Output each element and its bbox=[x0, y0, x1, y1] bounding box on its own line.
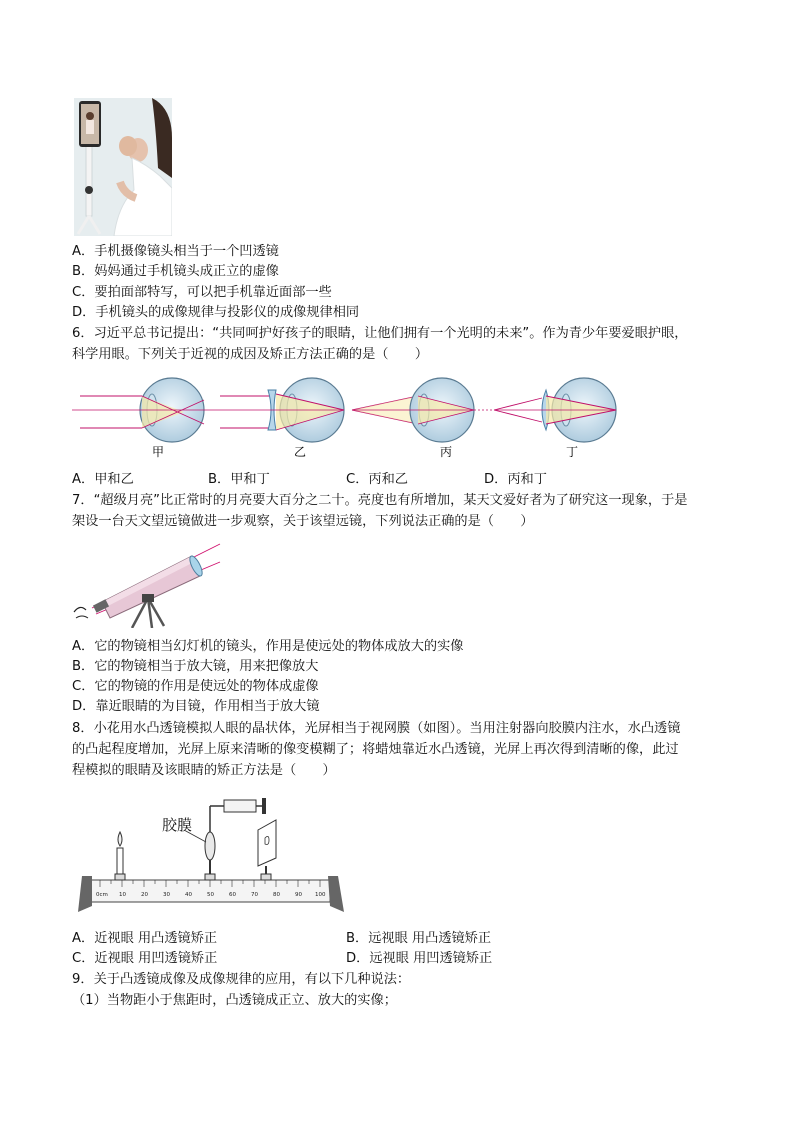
q7-option-c: C．它的物镜的作用是使远处的物体成虚像 bbox=[72, 679, 319, 694]
q8-stem-line3: 程模拟的眼睛及该眼睛的矫正方法是（ ） bbox=[72, 763, 336, 778]
ruler-label-80: 80 bbox=[273, 892, 280, 898]
eye-label-yi: 乙 bbox=[294, 445, 307, 459]
ruler-label-40: 40 bbox=[185, 892, 192, 898]
eye-label-bing: 丙 bbox=[440, 445, 453, 459]
membrane-label: 胶膜 bbox=[162, 816, 193, 834]
eye-label-ding: 丁 bbox=[566, 445, 579, 459]
ruler-label-30: 30 bbox=[163, 892, 170, 898]
q5-option-c: C．要拍面部特写，可以把手机靠近面部一些 bbox=[72, 285, 332, 300]
q9-stem: 9．关于凸透镜成像及成像规律的应用，有以下几种说法： bbox=[72, 972, 411, 987]
eye-label-jia: 甲 bbox=[152, 445, 165, 459]
q5-option-b: B．妈妈通过手机镜头成正立的虚像 bbox=[72, 264, 279, 279]
ruler-label-10: 10 bbox=[119, 892, 126, 898]
selfie-photo bbox=[74, 98, 172, 236]
light-screen bbox=[258, 820, 276, 880]
ruler-label-100: 100 bbox=[315, 892, 326, 898]
eye-diagram-bing bbox=[352, 378, 492, 442]
q6-option-a: A．甲和乙 bbox=[72, 472, 134, 487]
ruler-label-60: 60 bbox=[229, 892, 236, 898]
q7-option-b: B．它的物镜相当于放大镜，用来把像放大 bbox=[72, 659, 319, 674]
q8-stem-line2: 的凸起程度增加，光屏上原来清晰的像变模糊了；将蜡烛靠近水凸透镜，光屏上再次得到清晰的像，此过 bbox=[72, 742, 679, 757]
q5-option-d: D．手机镜头的成像规律与投影仪的成像规律相同 bbox=[72, 305, 360, 320]
q6-stem-line1: 6．习近平总书记提出：“共同呵护好孩子的眼睛，让他们拥有一个光明的未来”。作为青少年要爱眼护眼， bbox=[72, 326, 688, 341]
q8-stem-line1: 8．小花用水凸透镜模拟人眼的晶状体，光屏相当于视网膜（如图）。当用注射器向胶膜内注水，水凸透镜 bbox=[72, 721, 681, 736]
q8-option-c: C．近视眼 用凹透镜矫正 bbox=[72, 951, 218, 966]
eye-diagram-jia bbox=[72, 378, 212, 442]
q6-option-b: B．甲和丁 bbox=[208, 472, 270, 487]
ruler-label-20: 20 bbox=[141, 892, 148, 898]
q7-stem-line2: 架设一台天文望远镜做进一步观察，关于该望远镜，下列说法正确的是（ ） bbox=[72, 514, 534, 529]
ruler-label-90: 90 bbox=[295, 892, 302, 898]
ruler-label-70: 70 bbox=[251, 892, 258, 898]
q8-option-a: A．近视眼 用凸透镜矫正 bbox=[72, 931, 218, 946]
telescope-figure bbox=[72, 540, 222, 628]
q6-stem-line2: 科学用眼。下列关于近视的成因及矫正方法正确的是（ ） bbox=[72, 347, 429, 362]
water-lens bbox=[184, 798, 266, 880]
eye-diagram-yi bbox=[212, 378, 344, 442]
candle bbox=[115, 832, 125, 880]
q7-option-d: D．靠近眼睛的为目镜，作用相当于放大镜 bbox=[72, 699, 320, 714]
ruler-label-0: 0cm bbox=[96, 892, 108, 898]
eye-diagram-ding bbox=[494, 378, 616, 442]
optical-bench-figure bbox=[72, 790, 352, 916]
q8-option-b: B．远视眼 用凸透镜矫正 bbox=[346, 931, 492, 946]
ruler-label-50: 50 bbox=[207, 892, 214, 898]
q5-option-a: A．手机摄像镜头相当于一个凹透镜 bbox=[72, 244, 279, 259]
q9-item-1: （1）当物距小于焦距时，凸透镜成正立、放大的实像； bbox=[72, 993, 397, 1008]
q7-option-a: A．它的物镜相当幻灯机的镜头，作用是使远处的物体成放大的实像 bbox=[72, 639, 464, 654]
eye-diagrams bbox=[72, 372, 632, 464]
q6-option-c: C．丙和乙 bbox=[346, 472, 408, 487]
q7-stem-line1: 7．“超级月亮”比正常时的月亮要大百分之二十。亮度也有所增加，某天文爱好者为了研究这一现象，于是 bbox=[72, 493, 688, 508]
q6-option-d: D．丙和丁 bbox=[484, 472, 547, 487]
q8-option-d: D．远视眼 用凹透镜矫正 bbox=[346, 951, 493, 966]
